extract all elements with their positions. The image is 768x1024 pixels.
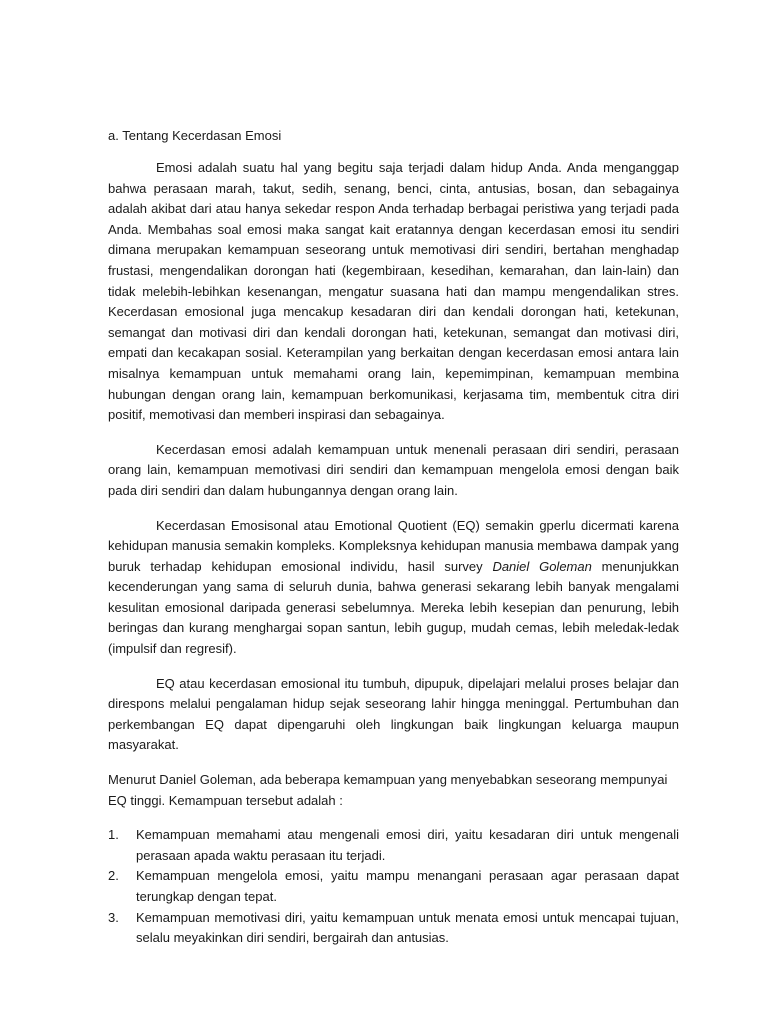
list-item-number: 2.: [108, 868, 119, 884]
list-item: [108, 825, 679, 866]
paragraph-eq-tumbuh: EQ atau kecerdasan emosional itu tumbuh, dipupuk, dipelajari melalui proses belajar dan direspons melalui pengalaman hidup sejak seseorang lahir hingga meninggal. Pertumbuhan dan perkembangan EQ dapat dipengaruhi oleh lingkungan baik lingkungan keluarga maupun masyarakat.: [108, 675, 679, 753]
list-item-text: Kemampuan mengelola emosi, yaitu mampu menangani perasaan agar perasaan dapat terungkap dengan tepat.: [136, 868, 679, 904]
paragraph-eq-kompleks: [108, 516, 679, 660]
ability-list: [108, 825, 679, 949]
list-item: [108, 908, 679, 949]
list-item-text: Kemampuan memotivasi diri, yaitu kemampuan untuk menata emosi untuk mencapai tujuan, selalu meyakinkan diri sendiri, bergairah dan antusias.: [136, 909, 679, 946]
paragraph-list-intro: Menurut Daniel Goleman, ada beberapa kemampuan yang menyebabkan seseorang mempunyai EQ tinggi. Kemampuan tersebut adalah :: [108, 772, 668, 808]
list-item: [108, 866, 679, 907]
paragraph-eq-text-after: menunjukkan kecenderungan yang sama di seluruh dunia, bahwa generasi sekarang lebih banyak mengalami kesulitan emosional daripada generasi sebelumnya. Mereka lebih kesepian dan penurung, lebih beringas dan kurang menghargai sopan santun, lebih gugup, mudah cemas, lebih meledak-ledak (impulsif dan regresif).: [108, 558, 679, 657]
daniel-goleman-italic: Daniel Goleman: [492, 558, 592, 574]
document-page: [108, 126, 679, 949]
paragraph-eq-text-before: Kecerdasan Emosisonal atau Emotional Quotient (EQ) semakin gperlu dicermati karena kehidupan manusia semakin kompleks. Kompleksnya kehidupan manusia membawa dampak yang buruk terhadap kehidupan emosional individu, hasil survey: [108, 517, 679, 574]
list-item-number: 3.: [108, 909, 119, 925]
list-item-number: 1.: [108, 827, 119, 843]
section-heading: a. Tentang Kecerdasan Emosi: [108, 128, 282, 143]
paragraph-emosi: Emosi adalah suatu hal yang begitu saja terjadi dalam hidup Anda. Anda menganggap bahwa perasaan marah, takut, sedih, senang, benci, cinta, antusias, bosan, dan sebagainya adalah akibat dari atau hanya sekedar respon Anda terhadap berbagai peristiwa yang terjadi pada Anda. Membahas soal emosi maka sangat kait eratannya dengan kecerdasan emosi itu sendiri dimana merupakan kemampuan seseorang untuk memotivasi diri sendiri, bertahan menghadap frustasi, mengendalikan dorongan hati (kegembiraan, kesedihan, kemarahan, dan lain-lain) dan tidak melebih-lebihkan kesenangan, mengatur suasana hati dan mampu mengendalikan stres. Kecerdasan emosional juga mencakup kesadaran diri dan kendali dorongan hati, ketekunan, semangat dan motivasi diri dan kendali dorongan hati, ketekunan, semangat dan motivasi diri, empati dan kecakapan sosial. Keterampilan yang berkaitan dengan kecerdasan emosi antara lain misalnya kemampuan untuk memahami orang lain, kepemimpinan, kemampuan membina hubungan dengan orang lain, kemampuan berkomunikasi, kerjasama tim, membentuk citra diri positif, memotivasi dan memberi inspirasi dan sebagainya.: [108, 160, 679, 423]
list-item-text: Kemampuan memahami atau mengenali emosi diri, yaitu kesadaran diri untuk mengenali perasaan apada waktu perasaan itu terjadi.: [136, 827, 679, 863]
paragraph-kecerdasan-emosi: Kecerdasan emosi adalah kemampuan untuk menenali perasaan diri sendiri, perasaan orang lain, kemampuan memotivasi diri sendiri dan kemampuan mengelola emosi dengan baik pada diri sendiri dan dalam hubungannya dengan orang lain.: [108, 441, 679, 498]
